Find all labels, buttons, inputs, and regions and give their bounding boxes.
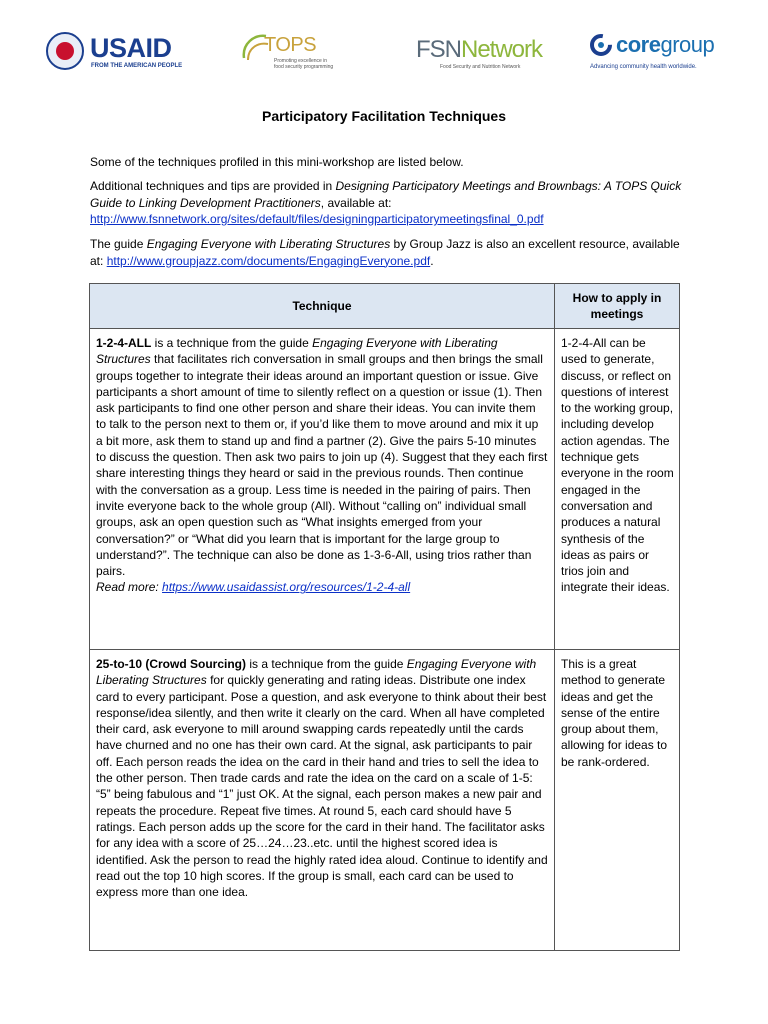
fsn-network-logo (416, 26, 546, 78)
logo-bar (0, 26, 768, 78)
header-how-to-apply: How to apply in meetings (555, 284, 680, 329)
apply-cell: 1-2-4-All can be used to generate, discuss, or reflect on questions of interest to the working group, including develop action agendas. The technique gets everyone in the room engaged in the conversation and produces a natural synthesis of the ideas as pairs or trios join and integrate their ideas. (555, 329, 680, 650)
tops-tagline: Promoting excellence in food security programming (274, 58, 334, 70)
table-row (90, 650, 680, 951)
usaid-wordmark: USAID (90, 33, 172, 63)
technique-cell: 1-2-4-ALL is a technique from the guide Engaging Everyone with Liberating Structures that facilitates rich conversation in small groups and then brings the small groups together to integrate their ideas around an important question or issue. Give participants a short amount of time to silently reflect on a question or issue (1). Then ask participants to find one other person and share their ideas. You can invite them to talk to the person next to them or, if you’d like them to move around and mix it up a bit more, ask them to stand up and find a partner (2). Give the pairs 5-10 minutes to discuss the question. Then ask two pairs to join up (4). Suggest that they each first share interesting things they heard or said in the previous rounds. Then continue with the conversation as a group. Less time is needed in the pairing of pairs. Then invite everyone back to the whole group (All). Without “calling on” individual small groups, ask an open question such as “What insights emerged from your conversation?” or “What did you learn that is important for the large group to understand?”. The technique can also be done as 1-3-6-All, using trios rather than pairs. Read more: https://www.usaidassist.org/resources/1-2-4-all (90, 329, 555, 650)
tops-wordmark: TOPS (264, 34, 317, 56)
table-row (90, 329, 680, 650)
tops-guide-link[interactable]: http://www.fsnnetwork.org/sites/default/files/designingparticipatorymeetingsfinal_0.pdf (90, 212, 544, 226)
coregroup-mark-icon (588, 32, 614, 58)
coregroup-logo (586, 26, 726, 78)
header-technique: Technique (90, 284, 555, 329)
techniques-table (89, 283, 680, 951)
fsn-tagline: Food Security and Nutrition Network (440, 64, 521, 70)
intro-paragraph-1: Some of the techniques profiled in this mini-workshop are listed below. (90, 155, 464, 169)
usaid-logo (44, 26, 184, 78)
page-title: Participatory Facilitation Techniques (261, 108, 506, 124)
intro-paragraph-2: Additional techniques and tips are provided in Designing Participatory Meetings and Brownbags: A TOPS Quick Guide to Linking Development Practitioners, available at: http://www.fsnnetwork.org/sites/default/files/designingparticipatorymeetingsfinal_0.pdf (90, 179, 682, 226)
table-header-row (90, 284, 680, 329)
coregroup-wordmark: coregroup (616, 32, 715, 57)
technique-cell: 25-to-10 (Crowd Sourcing) is a technique from the guide Engaging Everyone with Liberating Structures for quickly generating and rating ideas. Distribute one index card to every participant. Pose a question, and ask everyone to think about their best response/idea silently, and then write it clearly on the card. When all have completed their card, ask everyone to mill around swapping cards repeatedly until the cards have churned and no one has their own card. At the signal, ask participants to pair off. Each person reads the idea on the card in their hand and tries to sell the idea to the other person. Then trade cards and rate the idea on the card on a scale of 1-5: “5” being fabulous and “1” just OK. At the signal, each person makes a new pair and repeats the procedure. Repeat five times. At round 5, each card should have 5 ratings. Each person adds up the score for the card in their hand. The facilitator asks for any idea with a score of 25…24…23..etc. until the highest scored idea is identified. Ask the person to read the highly rated idea aloud. Continue to identify and read out the top 10 high scores. If the group is small, each card can be used to express more than one idea. (90, 650, 555, 951)
intro-paragraph-3: The guide Engaging Everyone with Liberating Structures by Group Jazz is also an excellent resource, available at: http://www.groupjazz.com/documents/EngagingEveryone.pdf. (90, 237, 680, 268)
usaid-seal-icon (46, 32, 84, 70)
fsn-wordmark: FSNNetwork (416, 36, 543, 63)
usaid-tagline: FROM THE AMERICAN PEOPLE (91, 63, 183, 69)
read-more-link[interactable]: https://www.usaidassist.org/resources/1-2-4-all (162, 580, 411, 595)
coregroup-tagline: Advancing community health worldwide. (590, 64, 697, 70)
tops-logo (236, 26, 336, 78)
apply-cell: This is a great method to generate ideas and get the sense of the entire group about them, allowing for ideas to be rank-ordered. (555, 650, 680, 951)
groupjazz-link[interactable]: http://www.groupjazz.com/documents/EngagingEveryone.pdf (106, 253, 431, 268)
